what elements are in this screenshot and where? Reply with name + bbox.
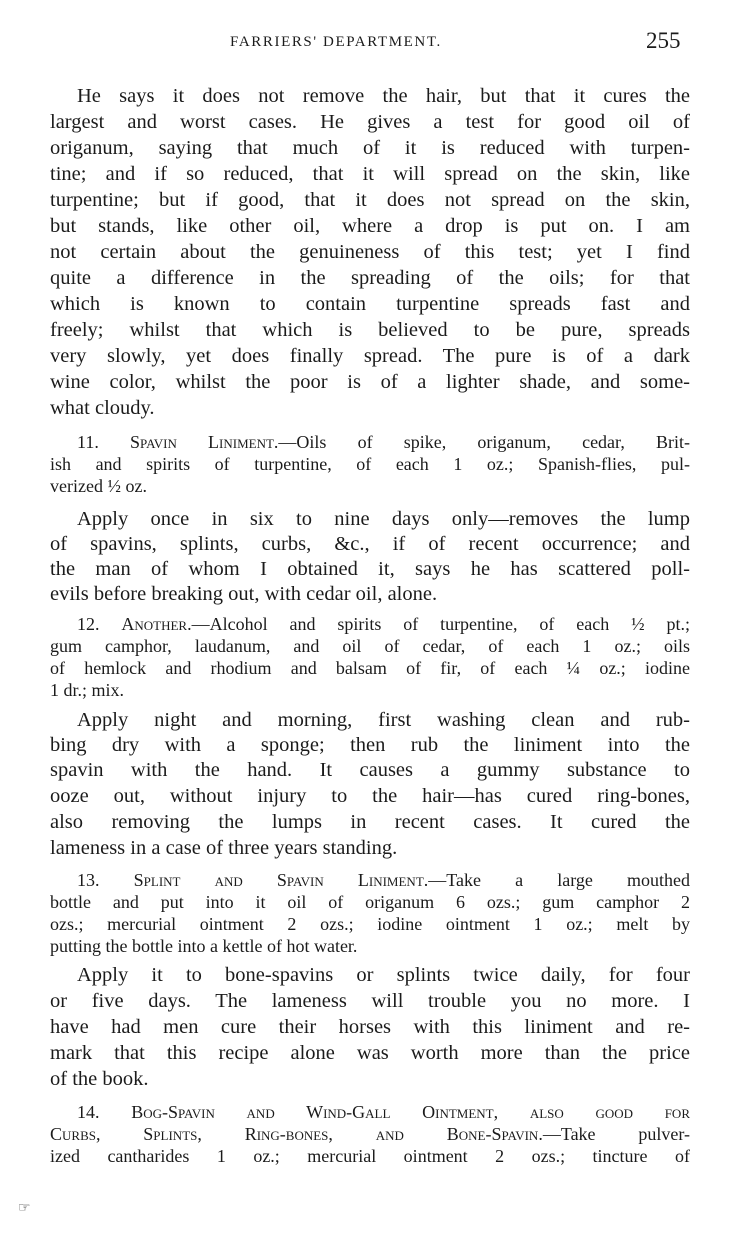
directions-line: spavin with the hand. It causes a gummy substance to [50, 759, 690, 781]
recipe-number: 11. [77, 432, 99, 452]
recipe-title: Spavin Liniment. [130, 432, 279, 452]
recipe-line: putting the bottle into a kettle of hot water. [50, 936, 358, 956]
body-line: He says it does not remove the hair, but that it cures the [77, 85, 690, 107]
directions-line: mark that this recipe alone was worth more than the price [50, 1042, 690, 1064]
body-line: origanum, saying that much of it is reduced with turpen- [50, 137, 690, 159]
directions-line: have had men cure their horses with this liniment and re- [50, 1016, 690, 1038]
directions-line: Apply night and morning, first washing clean and rub- [77, 709, 690, 731]
running-title: FARRIERS' DEPARTMENT. [230, 34, 442, 50]
page-number: 255 [646, 28, 681, 53]
body-line: which is known to contain turpentine spreads fast and [50, 293, 690, 315]
recipe-line [50, 1124, 690, 1145]
body-line: freely; whilst that which is believed to be pure, spreads [50, 319, 690, 341]
directions-line: evils before breaking out, with cedar oil, alone. [50, 583, 438, 605]
directions-line: Apply it to bone-spavins or splints twice daily, for four [77, 964, 690, 986]
recipe-title-continued: Curbs, Splints, Ring-bones, and Bone-Spavin. [50, 1124, 543, 1144]
recipe-line: ish and spirits of turpentine, of each 1 oz.; Spanish-flies, pul- [50, 454, 690, 474]
directions-line: bing dry with a sponge; then rub the liniment into the [50, 734, 690, 756]
recipe-heading [50, 614, 690, 635]
recipe-ingredients: —Oils of spike, origanum, cedar, Brit- [278, 432, 690, 452]
recipe-title: Another. [121, 614, 192, 634]
recipe-number: 14. [77, 1102, 100, 1122]
body-line: very slowly, yet does finally spread. The pure is of a dark [50, 345, 690, 367]
recipe-line: ozs.; mercurial ointment 2 ozs.; iodine ointment 1 oz.; melt by [50, 914, 690, 934]
directions-line: of spavins, splints, curbs, &c., if of recent occurrence; and [50, 533, 690, 555]
recipe-line: bottle and put into it oil of origanum 6 ozs.; gum camphor 2 [50, 892, 690, 912]
directions-line: ooze out, without injury to the hair—has cured ring-bones, [50, 785, 690, 807]
body-line: wine color, whilst the poor is of a lighter shade, and some- [50, 371, 690, 393]
body-line: but stands, like other oil, where a drop is put on. I am [50, 215, 690, 237]
recipe-line: verized ½ oz. [50, 476, 147, 496]
body-line: turpentine; but if good, that it does not spread on the skin, [50, 189, 690, 211]
directions-line: the man of whom I obtained it, says he has scattered poll- [50, 558, 690, 580]
body-line: largest and worst cases. He gives a test for good oil of [50, 111, 690, 133]
recipe-number: 13. [77, 870, 100, 890]
directions-line: of the book. [50, 1068, 149, 1090]
body-line: not certain about the genuineness of this test; yet I find [50, 241, 690, 263]
body-line: quite a difference in the spreading of the oils; for that [50, 267, 690, 289]
directions-line: lameness in a case of three years standing. [50, 837, 398, 859]
recipe-line: 1 dr.; mix. [50, 680, 125, 700]
recipe-ingredients: —Take pulver- [542, 1124, 690, 1144]
directions-line: Apply once in six to nine days only—removes the lump [77, 508, 690, 530]
recipe-heading [50, 1102, 690, 1123]
body-line: what cloudy. [50, 397, 155, 419]
recipe-ingredients: —Take a large mouthed [428, 870, 690, 890]
recipe-title: Bog-Spavin and Wind-Gall Ointment, also good for [131, 1102, 690, 1122]
recipe-heading [50, 870, 690, 891]
recipe-title: Splint and Spavin Liniment. [133, 870, 429, 890]
recipe-heading [50, 432, 690, 453]
recipe-ingredients: —Alcohol and spirits of turpentine, of each ½ pt.; [191, 614, 690, 634]
recipe-line: ized cantharides 1 oz.; mercurial ointment 2 ozs.; tincture of [50, 1146, 690, 1166]
recipe-number: 12. [77, 614, 100, 634]
pointing-hand-icon: ☞ [18, 1200, 31, 1216]
directions-line: also removing the lumps in recent cases. It cured the [50, 811, 690, 833]
recipe-line: gum camphor, laudanum, and oil of cedar, of each 1 oz.; oils [50, 636, 690, 656]
body-line: tine; and if so reduced, that it will spread on the skin, like [50, 163, 690, 185]
directions-line: or five days. The lameness will trouble you no more. I [50, 990, 690, 1012]
recipe-line: of hemlock and rhodium and balsam of fir, of each ¼ oz.; iodine [50, 658, 690, 678]
